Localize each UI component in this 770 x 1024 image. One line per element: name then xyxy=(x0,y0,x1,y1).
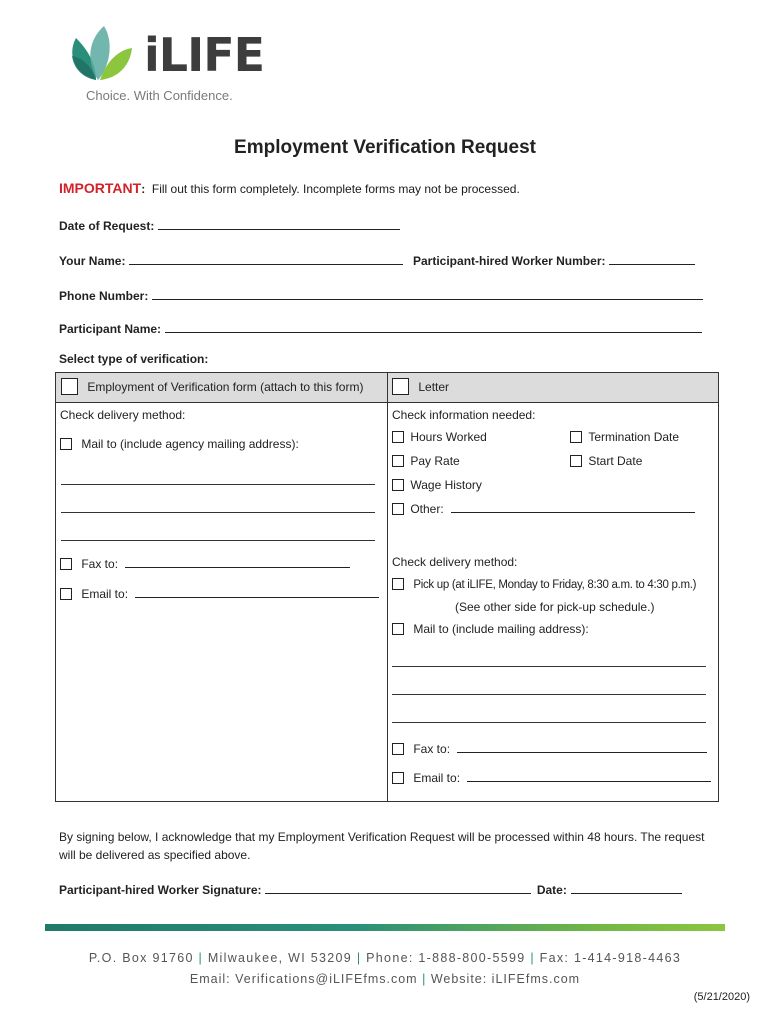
checkbox-icon[interactable] xyxy=(60,588,72,600)
pick-up-option[interactable] xyxy=(392,577,696,591)
right-mail-address-line-3[interactable] xyxy=(392,722,706,723)
phone-number-input[interactable] xyxy=(152,288,703,300)
checkbox-icon[interactable] xyxy=(61,378,78,395)
phone-number-label: Phone Number: xyxy=(59,289,149,303)
date-of-request-input[interactable] xyxy=(158,218,400,230)
checkbox-icon[interactable] xyxy=(392,743,404,755)
right-fax-input[interactable] xyxy=(457,741,707,753)
pay-rate-label: Pay Rate xyxy=(410,454,460,468)
signature-date-input[interactable] xyxy=(571,882,682,894)
letter-option[interactable] xyxy=(392,378,449,395)
your-name-field xyxy=(59,253,403,268)
important-text: Fill out this form completely. Incomplete forms may not be processed. xyxy=(151,182,520,196)
hours-worked-option[interactable] xyxy=(392,430,487,444)
pay-rate-option[interactable] xyxy=(392,454,460,468)
checkbox-icon[interactable] xyxy=(60,558,72,570)
footer-contact-line-2 xyxy=(0,972,770,986)
footer-city: Milwaukee, WI 53209 xyxy=(207,951,353,965)
revision-date: (5/21/2020) xyxy=(693,991,750,1003)
signature-label: Participant-hired Worker Signature: xyxy=(59,883,262,897)
right-email-to-label: Email to: xyxy=(413,771,461,785)
hours-worked-label: Hours Worked xyxy=(410,430,487,444)
checkbox-icon[interactable] xyxy=(392,431,404,443)
your-name-input[interactable] xyxy=(129,253,403,265)
participant-name-input[interactable] xyxy=(165,321,702,333)
wage-history-option[interactable] xyxy=(392,478,482,492)
other-option[interactable] xyxy=(392,501,695,516)
date-of-request-field xyxy=(59,218,400,233)
footer-website[interactable]: Website: iLIFEfms.com xyxy=(430,972,581,986)
checkbox-icon[interactable] xyxy=(570,455,582,467)
worker-number-field xyxy=(413,253,695,268)
other-label: Other: xyxy=(410,502,444,516)
termination-date-option[interactable] xyxy=(570,430,679,444)
brand-name: iLIFE xyxy=(144,28,265,82)
checkbox-icon[interactable] xyxy=(392,455,404,467)
letter-label: Letter xyxy=(418,380,450,394)
ilife-logo xyxy=(66,22,266,106)
important-colon: : xyxy=(141,182,146,196)
footer-divider-bar xyxy=(45,924,725,931)
right-check-delivery-label: Check delivery method: xyxy=(392,555,518,569)
right-fax-to-option[interactable] xyxy=(392,741,707,756)
right-mail-to-option[interactable] xyxy=(392,622,589,636)
verification-table xyxy=(55,372,719,802)
participant-name-field xyxy=(59,321,702,336)
leaf-logo-icon xyxy=(66,22,136,84)
checkbox-icon[interactable] xyxy=(392,378,409,395)
acknowledgement-text: By signing below, I acknowledge that my Employment Verification Request will be processed within 48 hours. The request will be delivered as specified above. xyxy=(59,830,705,862)
footer-fax: Fax: 1-414-918-4463 xyxy=(539,951,682,965)
footer-contact-line-1 xyxy=(0,951,770,965)
brand-tagline: Choice. With Confidence. xyxy=(86,88,233,103)
employment-form-option[interactable] xyxy=(61,378,363,395)
your-name-label: Your Name: xyxy=(59,254,126,268)
footer-separator: | xyxy=(198,951,204,965)
phone-number-field xyxy=(59,288,703,303)
start-date-option[interactable] xyxy=(570,454,642,468)
left-email-to-option[interactable] xyxy=(60,586,379,601)
footer-separator: | xyxy=(356,951,362,965)
start-date-label: Start Date xyxy=(588,454,643,468)
checkbox-icon[interactable] xyxy=(392,578,404,590)
wage-history-label: Wage History xyxy=(410,478,482,492)
worker-number-label: Participant-hired Worker Number: xyxy=(413,254,606,268)
left-fax-to-option[interactable] xyxy=(60,556,350,571)
pick-up-note: (See other side for pick-up schedule.) xyxy=(455,600,655,614)
left-fax-to-label: Fax to: xyxy=(81,557,119,571)
left-mail-to-option[interactable] xyxy=(60,437,299,451)
worker-number-input[interactable] xyxy=(609,253,695,265)
left-fax-input[interactable] xyxy=(125,556,350,568)
page-title: Employment Verification Request xyxy=(234,137,536,158)
left-email-to-label: Email to: xyxy=(81,587,129,601)
checkbox-icon[interactable] xyxy=(392,503,404,515)
left-mail-address-line-1[interactable] xyxy=(61,484,375,485)
left-email-input[interactable] xyxy=(135,586,379,598)
checkbox-icon[interactable] xyxy=(60,438,72,450)
footer-separator: | xyxy=(422,972,427,986)
right-mail-address-line-2[interactable] xyxy=(392,694,706,695)
signature-date-label: Date: xyxy=(536,883,567,897)
checkbox-icon[interactable] xyxy=(392,772,404,784)
right-email-input[interactable] xyxy=(467,770,711,782)
pick-up-label: Pick up (at iLIFE, Monday to Friday, 8:30 a.m. to 4:30 p.m.) xyxy=(413,579,697,591)
date-of-request-label: Date of Request: xyxy=(59,219,155,233)
footer-po-box: P.O. Box 91760 xyxy=(88,951,194,965)
signature-input[interactable] xyxy=(265,882,531,894)
right-email-to-option[interactable] xyxy=(392,770,711,785)
footer-separator: | xyxy=(530,951,535,965)
important-label: IMPORTANT xyxy=(59,180,142,196)
left-mail-address-line-3[interactable] xyxy=(61,540,375,541)
checkbox-icon[interactable] xyxy=(570,431,582,443)
right-mail-address-line-1[interactable] xyxy=(392,666,706,667)
important-note xyxy=(59,180,520,196)
right-mail-to-label: Mail to (include mailing address): xyxy=(413,622,589,636)
left-mail-address-line-2[interactable] xyxy=(61,512,375,513)
other-input[interactable] xyxy=(451,501,695,513)
right-check-info-label: Check information needed: xyxy=(392,408,536,422)
participant-name-label: Participant Name: xyxy=(59,322,162,336)
select-type-label: Select type of verification: xyxy=(59,352,209,366)
employment-form-label: Employment of Verification form (attach to this form) xyxy=(87,380,364,394)
left-mail-to-label: Mail to (include agency mailing address): xyxy=(81,437,299,451)
signature-field xyxy=(59,882,682,897)
right-fax-to-label: Fax to: xyxy=(413,742,451,756)
footer-email[interactable]: Email: Verifications@iLIFEfms.com xyxy=(189,972,418,986)
column-divider xyxy=(387,373,388,801)
left-check-delivery-label: Check delivery method: xyxy=(60,408,186,422)
termination-date-label: Termination Date xyxy=(588,430,680,444)
footer-phone: Phone: 1-888-800-5599 xyxy=(366,951,526,965)
checkbox-icon[interactable] xyxy=(392,479,404,491)
checkbox-icon[interactable] xyxy=(392,623,404,635)
